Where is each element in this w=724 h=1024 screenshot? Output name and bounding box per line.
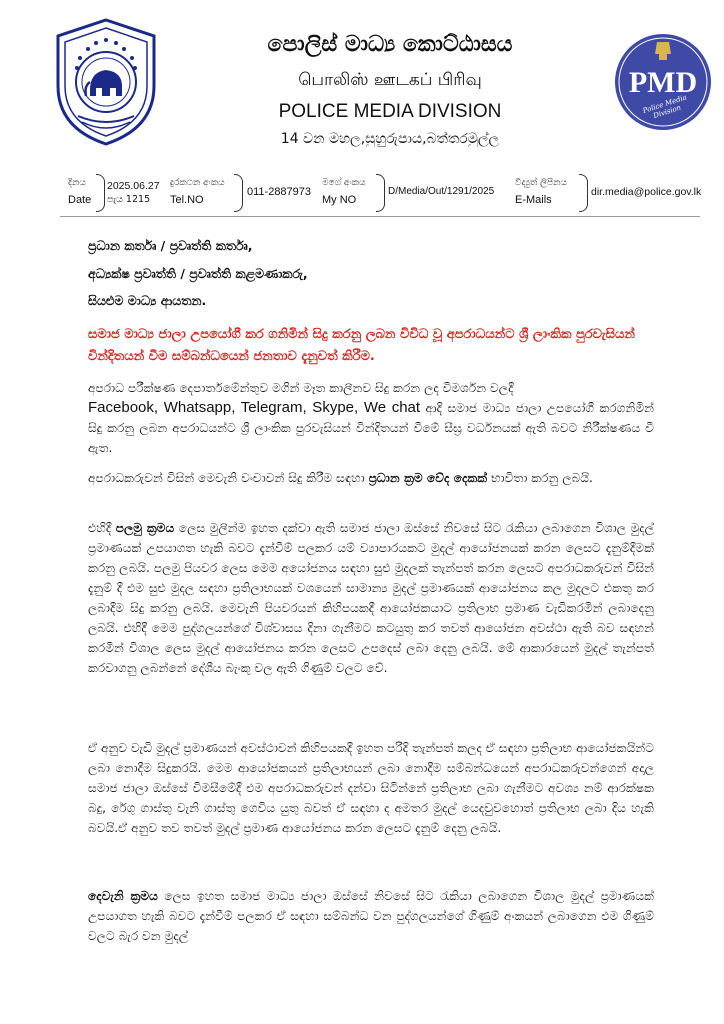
myno-value: D/Media/Out/1291/2025	[388, 186, 495, 197]
email-label-si: විද්‍යුත් ලිපිනය	[515, 178, 567, 188]
police-emblem-icon	[50, 16, 162, 148]
email-label-en: E-Mails	[515, 194, 552, 206]
date-label-en: Date	[68, 194, 92, 206]
addressee-line-1: ප්‍රධාන කර්තෘ / ප්‍රවෘත්ති කර්තෘ,	[88, 238, 253, 253]
addressee-line-2: අධ්‍යක්ෂ ප්‍රවෘත්ති / ප්‍රවෘත්ති කළමණාකරු,	[88, 266, 308, 281]
paragraph-5-rest: ලෙස ඉහත සමාජ මාධ්‍ය ජාලා ඔස්සේ නිවසේ සිට රැකියා ලබාගෙන විශාල මුදල් ප්‍රමාණයක් උපයාගත හැකි බවට දැන්වීම් පලකර ඒ සඳහා සම්බන්ධ වන පුද්ගලයන්ගේ ගිණුම් අංකයන් ලබාගෙන එම ගිණුම් වලට බැර වන මුදල්	[88, 889, 654, 943]
paragraph-1-platforms: Facebook, Whatsapp, Telegram, Skype, We chat	[88, 399, 421, 416]
paragraph-2-rest: භාවිතා කරනු ලබයි.	[487, 471, 593, 485]
addressee-line-3: සියළුම මාධ්‍ය ආයතන.	[88, 293, 207, 308]
tel-label-en: Tel.NO	[170, 194, 204, 206]
strip-divider	[60, 216, 700, 217]
paragraph-2-intro: අපරාධකරුවන් විසින් මෙවැනි වංචාවන් සිදු කිරීම සඳහා	[88, 471, 369, 485]
date-label-si: දිනය	[68, 178, 86, 188]
paragraph-2	[88, 468, 654, 510]
paragraph-3-emphasis: පලමු ක්‍රමය	[115, 521, 175, 535]
paragraph-3	[88, 518, 654, 726]
paragraph-1	[88, 378, 654, 462]
paragraph-1-intro: අපරාධ පරීක්ෂණ දෙපාර්තමේන්තුව මගින් මෑත කාලීනව සිදු කරන ලද විමර්ශන වලදී	[88, 381, 514, 395]
paragraph-2-emphasis: ප්‍රධාන ක්‍රම වේද දෙකක්	[368, 471, 488, 485]
tel-value: 011-2887973	[247, 186, 312, 198]
header-title-english: POLICE MEDIA DIVISION	[278, 101, 502, 122]
email-brace	[579, 174, 588, 212]
paragraph-5-emphasis: දෙවැනි ක්‍රමය	[88, 889, 158, 903]
pmd-logo-caption: Police Media Division	[641, 93, 688, 121]
date-brace	[96, 174, 105, 212]
myno-field	[322, 172, 512, 214]
paragraph-5	[88, 886, 654, 950]
header-title-sinhala: පොලිස් මාධ්‍ය කොට්ඨාසය	[267, 32, 513, 57]
header-address: 14 වන මහල,සුහුරුපාය,බත්තරමුල්ල	[280, 131, 500, 147]
myno-label-si: මගේ අංකය	[322, 178, 366, 188]
email-value: dir.media@police.gov.lk	[591, 186, 702, 198]
pmd-logo-text: PMD	[628, 66, 698, 99]
paragraph-3-rest: ලෙස මුලින්ම ඉහත දක්වා ඇති සමාජ ජාලා ඔස්සේ නිවසේ සිට රැකියා ලබාගෙන විශාල මුදල් ප්‍රමාණයක් උපයාගත හැකි බවට දැන්වීම් පලකර යම් ව්‍යාපාරයකට මුදල් ආයෝජනයක් කරන ලෙසට දැනුම්දීමක් කරනු ලබයි. පලමු පියවර ලෙස මෙම අයෝජනය සඳහා සුළු මුදලක් තැන්පත් කරන ලෙසට අපරාධකරුවන් විසින් දැනුම් දී එම සුළු මුදල සඳහා ප්‍රතිලාභයක් වශයෙන් සාමාන්‍ය මුදල් ප්‍රමාණයක් ආයෝජනය කල මුදලට එකතු කර ලබාදීම සිදු කරනු ලබයි. මෙවැනි පියවරයන් කිහිපයකදී ආයෝජකයාට ප්‍රතිලාභ ප්‍රමාණ වැඩිකරමින් ලබාදෙනු ලබයි. එහිදී මෙම පුද්ගලයන්ගේ විශ්වාසය දිනා ගැනීමට කටයුතු කර තවත් ආයෝජන අවස්ථා ඇති බව සඳහන් කරමින් විශාල ලෙස මුදල් ආයෝජනය කරන ලෙසට උපදෙස් ලබා දෙනු ලබයි. මේ ආකාරයෙන් මුදල් තැන්පත් කරවාගනු ලබන්නේ දේශීය බැංකු වල ඇති ගිණුම් වලට වේ.	[88, 521, 654, 675]
date-value: 2025.06.27	[107, 180, 160, 192]
myno-brace	[376, 174, 385, 212]
tel-label-si: දුරකථන අංකය	[170, 178, 225, 188]
header-title-tamil: பொலிஸ் ஊடகப் பிரிவு	[298, 70, 482, 90]
headline: සමාජ මාධ්‍ය ජාලා උපයෝගී කර ගනිමින් සිදු කරනු ලබන විවිධ වූ අපරාධයන්ට ශ්‍රී ලාංකික පුරවැසියන් වින්දිතයන් වීම සම්බන්ධයෙන් ජනතාව දැනුවත් කිරීම.	[88, 327, 635, 364]
tel-field	[170, 172, 320, 214]
email-field	[515, 172, 705, 214]
paragraph-1-rest: ආදි සමාජ මාධ්‍ය ජාලා උපයෝගී කරගනිමින් සිදු කරනු ලබන අපරාධයන්ට ශ්‍රී ලාංකික පුරවැසියන් වින්දිතයන් වීමේ සීඝ්‍ර වර්ධනයක් ඇති බවට නිරීක්ෂණය වී ඇත.	[88, 401, 654, 455]
paragraph-4: ඒ අනුව වැඩි මුදල් ප්‍රමාණයන් අවස්ථාවන් කිහිපයකදී ඉහත පරිදි තැන්පත් කලද ඒ සඳහා ප්‍රතිලාභ ආයෝජකයින්ට ලබා නොදීම සිදුකරයි. මෙම ආයෝජකයන් ප්‍රතිලාභයන් ලබා නොදීම සම්බන්ධයෙන් අපරාධකරුවන්ගෙන් අදාල සමාජ ජාලා ඔස්සේ විමසීමේදී එම අපරාධකරුවන් දන්වා සිටින්නේ ප්‍රතිලාභ ලබා ගැනීමට අවශ්‍ය නම් ආරක්ෂක බදු, රේගු ගාස්තු වැනි ගාස්තු ගෙවිය යුතු බවත් ඒ සඳහා ද අමතර මුදල් යෙදවුවහොත් ප්‍රතිලාභ ලබා දිය හැකි බවයි.ඒ අනුව තව තවත් මුදල් ප්‍රමාණ ආයෝජනය කරන ලෙසට දැනුම් දෙනු ලබයි.	[88, 741, 654, 835]
time-value: පැය 1215	[107, 194, 151, 205]
paragraph-3-intro: එහිදී	[88, 521, 116, 535]
pmd-logo	[613, 32, 713, 132]
tel-brace	[234, 174, 243, 212]
myno-label-en: My NO	[322, 194, 357, 206]
